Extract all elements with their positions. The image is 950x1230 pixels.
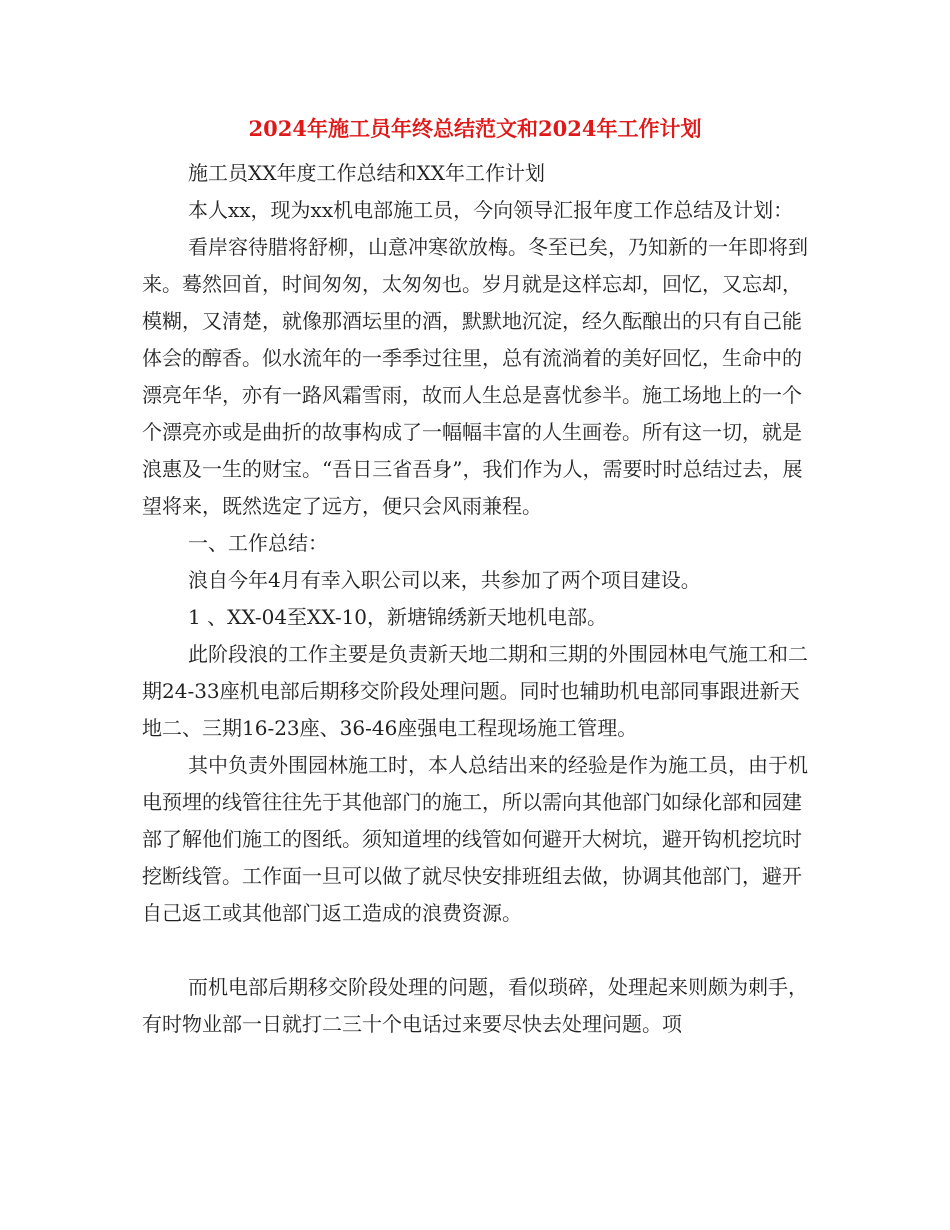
section-heading-work-summary: 一、工作总结：: [188, 531, 328, 555]
document-body: [142, 155, 812, 1043]
paragraph-stage-duties: 此阶段浪的工作主要是负责新天地二期和三期的外围园林电气施工和二期24-33座机电部后期移交阶段处理问题。同时也辅助机电部同事跟进新天地二、三期16-23座、36-46座强电工程现场施工管理。: [142, 642, 808, 740]
paragraph-projects-overview: 浪自今年4月有幸入职公司以来，共参加了两个项目建设。: [188, 568, 701, 592]
paragraph-project-1: 1 、XX-04至XX-10，新塘锦绣新天地机电部。: [188, 605, 608, 629]
paragraph-intro: 本人xx，现为xx机电部施工员，今向领导汇报年度工作总结及计划：: [188, 198, 794, 222]
paragraph-reflection: 看岸容待腊将舒柳，山意冲寒欲放梅。冬至已矣，乃知新的一年即将到来。蓦然回首，时间匆匆，太匆匆也。岁月就是这样忘却，回忆，又忘却，模糊，又清楚，就像那酒坛里的酒，默默地沉淀，经久酝酿出的只有自己能体会的醇香。似水流年的一季季过往里，总有流淌着的美好回忆，生命中的漂亮年华，亦有一路风霜雪雨，故而人生总是喜忧参半。施工场地上的一个个漂亮亦或是曲折的故事构成了一幅幅丰富的人生画卷。所有这一切，就是浪惠及一生的财宝。“吾日三省吾身”，我们作为人，需要时时总结过去，展望将来，既然选定了远方，便只会风雨兼程。: [142, 235, 808, 518]
paragraph-handover-issues: 而机电部后期移交阶段处理的问题，看似琐碎，处理起来则颇为刺手，有时物业部一日就打二三十个电话过来要尽快去处理问题。项: [142, 975, 808, 1036]
paragraph-subtitle: 施工员XX年度工作总结和XX年工作计划: [188, 161, 545, 185]
paragraph-landscape-experience: 其中负责外围园林施工时，本人总结出来的经验是作为施工员，由于机电预埋的线管往往先于其他部门的施工，所以需向其他部门如绿化部和园建部了解他们施工的图纸。须知道埋的线管如何避开大树坑，避开钩机挖坑时挖断线管。工作面一旦可以做了就尽快安排班组去做，协调其他部门，避开自己返工或其他部门返工造成的浪费资源。: [142, 753, 808, 925]
document-title: 2024年施工员年终总结范文和2024年工作计划: [248, 116, 702, 141]
